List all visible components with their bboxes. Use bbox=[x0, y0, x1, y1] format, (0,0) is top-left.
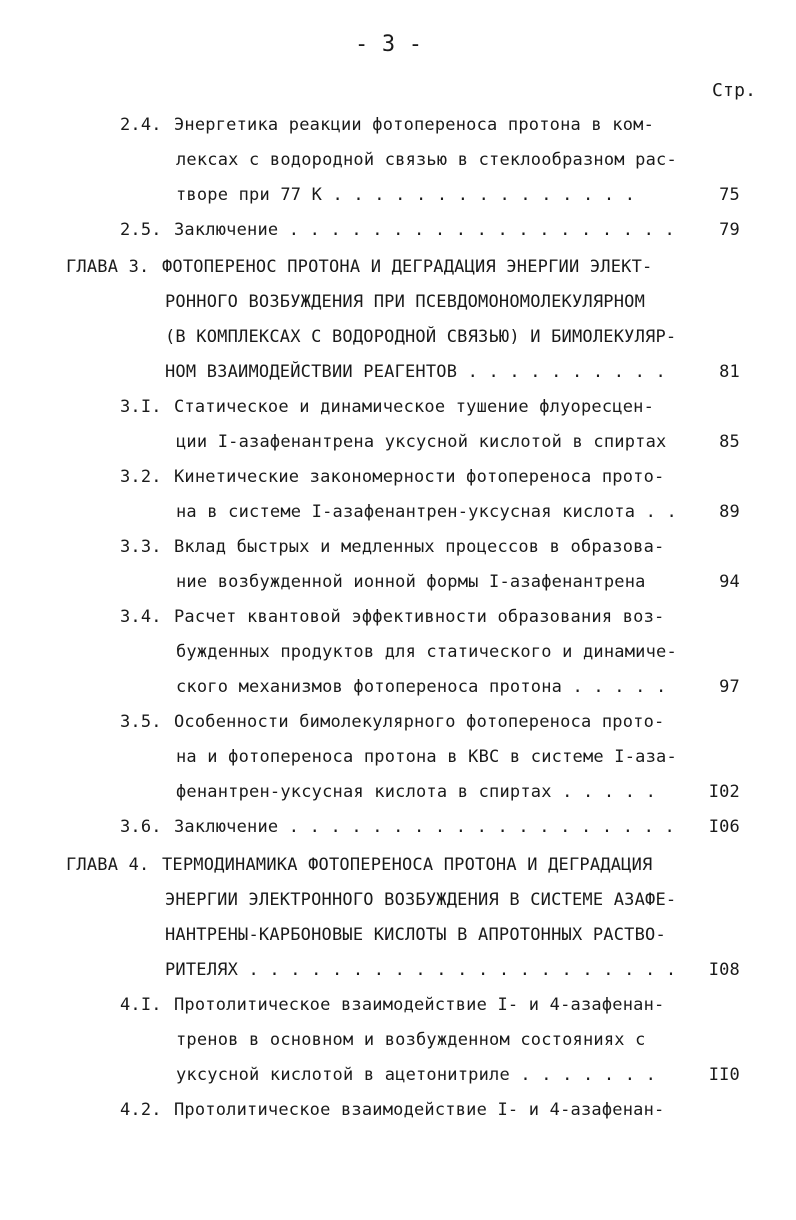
toc-entry-line: творе при 77 К . . . . . . . . . . . . . . . bbox=[176, 185, 636, 205]
toc-entry-number: ГЛАВА 4. bbox=[66, 855, 150, 875]
toc-entry-number: 2.5. bbox=[120, 220, 162, 240]
toc-entry-line: Особенности бимолекулярного фотопереноса прото- bbox=[174, 712, 665, 732]
toc-entry-line: НОМ ВЗАИМОДЕЙСТВИИ РЕАГЕНТОВ . . . . . . . . . . bbox=[165, 362, 666, 382]
toc-entry-line: ЭНЕРГИИ ЭЛЕКТРОННОГО ВОЗБУЖДЕНИЯ В СИСТЕМЕ АЗАФЕ- bbox=[165, 890, 677, 910]
toc-entry-number: ГЛАВА 3. bbox=[66, 257, 150, 277]
toc-entry-line: на в системе I-азафенантрен-уксусная кислота . . bbox=[176, 502, 677, 522]
toc-page-number: I06 bbox=[708, 817, 740, 837]
toc-page-number: I02 bbox=[708, 782, 740, 802]
toc-page-number: 79 bbox=[719, 220, 740, 240]
toc-entry-line: Расчет квантовой эффективности образования воз- bbox=[174, 607, 665, 627]
toc-entry-number: 4.I. bbox=[120, 995, 162, 1015]
toc-entry-line: Заключение . . . . . . . . . . . . . . . . . . . bbox=[174, 817, 675, 837]
toc-entry-line: Заключение . . . . . . . . . . . . . . . . . . . bbox=[174, 220, 675, 240]
toc-entry-line: уксусной кислотой в ацетонитриле . . . . . . . bbox=[176, 1065, 657, 1085]
page-column-header: Стр. bbox=[712, 80, 757, 101]
toc-page-number: II0 bbox=[708, 1065, 740, 1085]
toc-page-number: 89 bbox=[719, 502, 740, 522]
toc-entry-line: Вклад быстрых и медленных процессов в образова- bbox=[174, 537, 665, 557]
toc-entry-line: Кинетические закономерности фотопереноса прото- bbox=[174, 467, 665, 487]
toc-entry-line: Статическое и динамическое тушение флуоресцен- bbox=[174, 397, 655, 417]
toc-entry-number: 3.6. bbox=[120, 817, 162, 837]
page-number: - 3 - bbox=[355, 32, 423, 57]
toc-entry-line: (В КОМПЛЕКСАХ С ВОДОРОДНОЙ СВЯЗЬЮ) И БИМОЛЕКУЛЯР- bbox=[165, 327, 677, 347]
toc-entry-line: Энергетика реакции фотопереноса протона в ком- bbox=[174, 115, 655, 135]
toc-page-number: 97 bbox=[719, 677, 740, 697]
toc-entry-line: РОННОГО ВОЗБУЖДЕНИЯ ПРИ ПСЕВДОМОНОМОЛЕКУЛЯРНОМ bbox=[165, 292, 646, 312]
toc-entry-number: 3.5. bbox=[120, 712, 162, 732]
toc-entry-number: 2.4. bbox=[120, 115, 162, 135]
toc-entry-number: 3.4. bbox=[120, 607, 162, 627]
toc-entry-line: ФОТОПЕРЕНОС ПРОТОНА И ДЕГРАДАЦИЯ ЭНЕРГИИ ЭЛЕКТ- bbox=[162, 257, 653, 277]
toc-entry-line: ние возбужденной ионной формы I-азафенантрена bbox=[176, 572, 646, 592]
toc-entry-number: 3.3. bbox=[120, 537, 162, 557]
toc-entry-number: 3.I. bbox=[120, 397, 162, 417]
toc-page-number: 94 bbox=[719, 572, 740, 592]
toc-entry-line: ТЕРМОДИНАМИКА ФОТОПЕРЕНОСА ПРОТОНА И ДЕГРАДАЦИЯ bbox=[162, 855, 653, 875]
toc-page-number: 75 bbox=[719, 185, 740, 205]
toc-entry-number: 3.2. bbox=[120, 467, 162, 487]
toc-entry-line: Протолитическое взаимодействие I- и 4-азафенан- bbox=[174, 995, 665, 1015]
toc-page-number: 81 bbox=[719, 362, 740, 382]
toc-entry-line: на и фотопереноса протона в КВС в системе I-аза- bbox=[176, 747, 677, 767]
toc-entry-line: фенантрен-уксусная кислота в спиртах . . . . . bbox=[176, 782, 657, 802]
toc-page-number: I08 bbox=[708, 960, 740, 980]
toc-entry-number: 4.2. bbox=[120, 1100, 162, 1120]
toc-entry-line: ского механизмов фотопереноса протона . . . . . bbox=[176, 677, 667, 697]
toc-entry-line: тренов в основном и возбужденном состояниях с bbox=[176, 1030, 646, 1050]
toc-entry-line: ции I-азафенантрена уксусной кислотой в спиртах bbox=[176, 432, 667, 452]
toc-entry-line: лексах с водородной связью в стеклообразном рас- bbox=[176, 150, 677, 170]
toc-entry-line: Протолитическое взаимодействие I- и 4-азафенан- bbox=[174, 1100, 665, 1120]
toc-entry-line: РИТЕЛЯХ . . . . . . . . . . . . . . . . . . . . . bbox=[165, 960, 677, 980]
toc-page-number: 85 bbox=[719, 432, 740, 452]
toc-entry-line: НАНТРЕНЫ-КАРБОНОВЫЕ КИСЛОТЫ В АПРОТОННЫХ РАСТВО- bbox=[165, 925, 666, 945]
toc-entry-line: бужденных продуктов для статического и динамиче- bbox=[176, 642, 677, 662]
